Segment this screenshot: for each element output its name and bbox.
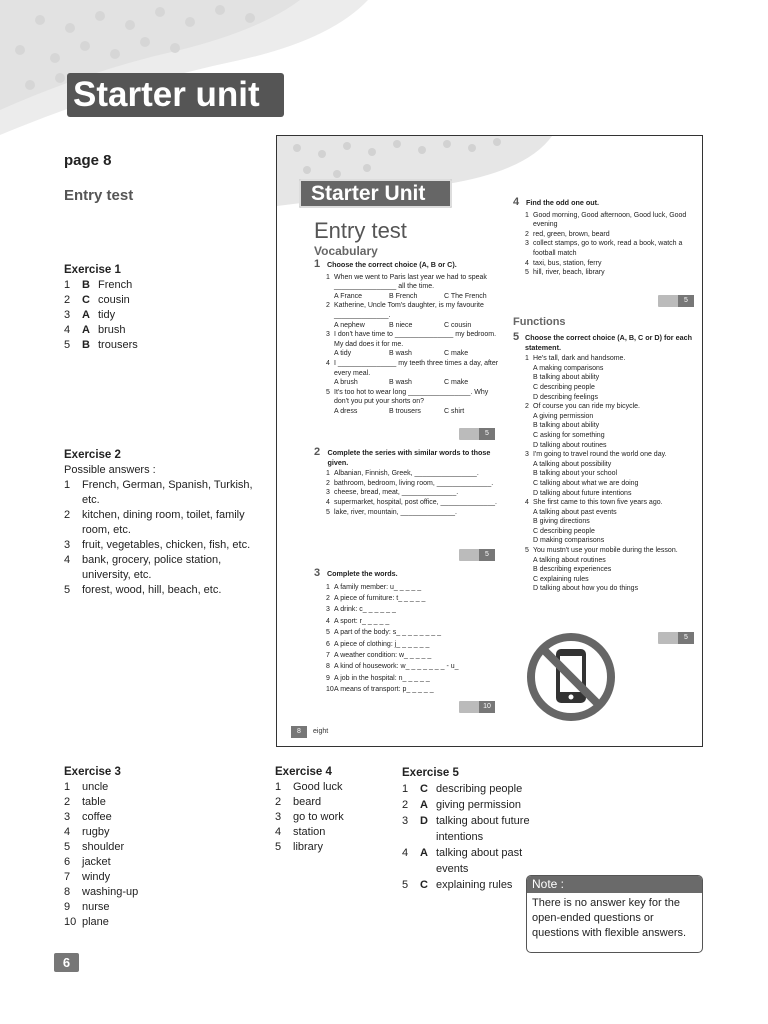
question-item-text: Katherine, Uncle Tom's daughter, is my favourite ______________. <box>334 302 484 319</box>
question-item-number: 2 <box>326 595 330 602</box>
question-item <box>314 582 504 593</box>
exercise-3-title: Exercise 3 <box>64 766 121 778</box>
answer-number: 4 <box>275 826 282 838</box>
answer-text: fruit, vegetables, chicken, fish, etc. <box>82 539 251 551</box>
answer-text: describing people <box>436 783 523 795</box>
answer-text: rugby <box>82 826 110 838</box>
question-item-number: 3 <box>525 451 529 459</box>
question-option: B wash <box>389 379 412 387</box>
question-option: C explaining rules <box>533 575 589 583</box>
answer-text: forest, wood, hill, beach, etc. <box>82 584 222 596</box>
question-option: D talking about future intentions <box>533 489 632 497</box>
exercise-2 <box>64 448 260 598</box>
question-1-score-value: 5 <box>479 428 495 440</box>
question-4-score-value: 5 <box>678 295 694 307</box>
answer-number: 3 <box>402 815 409 827</box>
question-option: D making comparisons <box>533 537 605 545</box>
question-item <box>513 239 693 258</box>
question-options <box>314 407 504 417</box>
question-2-number: 2 <box>314 446 321 458</box>
answer-number: 9 <box>64 901 71 913</box>
question-item-text: Good morning, Good afternoon, Good luck, Good evening <box>533 211 687 229</box>
question-item-number: 5 <box>525 269 529 277</box>
worksheet-unit-tab: Starter Unit <box>299 179 452 208</box>
answer-text: beard <box>293 796 322 808</box>
question-item <box>513 230 693 240</box>
answer-text: nurse <box>82 901 110 913</box>
answer-row <box>64 840 214 855</box>
question-1-prompt: Choose the correct choice (A, B or C). <box>326 260 457 269</box>
answer-text: cousin <box>98 294 130 306</box>
question-item <box>314 388 504 407</box>
question-item-text: A weather condition: w_ _ _ _ _ <box>334 652 432 660</box>
question-option: B talking about ability <box>533 374 600 382</box>
question-option: C make <box>444 350 469 358</box>
question-item-text: A kind of housework: w_ _ _ _ _ _ _ - u_ <box>334 663 459 671</box>
answer-row <box>64 538 260 553</box>
question-item-text: A drink: c_ _ _ _ _ _ <box>334 606 396 614</box>
answer-number: 4 <box>402 847 409 859</box>
question-option: C asking for something <box>533 431 605 439</box>
question-item-number: 4 <box>326 617 330 625</box>
question-3-number: 3 <box>314 567 321 579</box>
question-item-number: 4 <box>326 359 330 367</box>
exercise-3 <box>64 765 214 930</box>
answer-row <box>64 870 214 885</box>
answer-text: explaining rules <box>436 879 513 891</box>
answer-letter: A <box>82 324 90 336</box>
question-item-text: Albanian, Finnish, Greek, ________________. <box>334 470 479 478</box>
question-option: B French <box>389 292 418 300</box>
answer-row <box>64 308 264 323</box>
question-2 <box>314 448 504 517</box>
question-option: A talking about routines <box>533 556 606 564</box>
answer-row <box>64 795 214 810</box>
question-item-text: I don't have time to _______________ my bedroom. My dad does it for me. <box>334 331 497 348</box>
answer-number: 3 <box>64 539 71 551</box>
answer-text: table <box>82 796 106 808</box>
question-item-number: 10 <box>326 686 334 694</box>
page-number: 6 <box>54 953 79 972</box>
question-1-score <box>459 428 495 440</box>
worksheet-page-word: eight <box>313 728 329 735</box>
question-options <box>513 412 693 450</box>
question-item-text: He's tall, dark and handsome. <box>533 355 626 363</box>
answer-row <box>64 825 214 840</box>
answer-text: brush <box>98 324 126 336</box>
question-option: B talking about ability <box>533 422 600 430</box>
answer-number: 5 <box>402 879 409 891</box>
answer-row <box>402 797 547 813</box>
answer-row <box>64 338 264 353</box>
question-item-text: supermarket, hospital, post office, ______________. <box>334 498 497 506</box>
answer-number: 4 <box>64 554 71 566</box>
answer-number: 2 <box>275 796 282 808</box>
question-option: D describing feelings <box>533 393 598 401</box>
question-5-score-value: 5 <box>678 632 694 644</box>
answer-number: 1 <box>64 781 71 793</box>
question-item-text: She first came to this town five years ago. <box>533 499 663 507</box>
question-option: B trousers <box>389 407 421 415</box>
question-item <box>513 268 693 278</box>
question-item-number: 4 <box>525 499 529 507</box>
exercise-4-title: Exercise 4 <box>275 766 332 778</box>
question-item-number: 2 <box>525 230 529 238</box>
answer-text: French, German, Spanish, Turkish, etc. <box>82 479 253 506</box>
answer-row <box>402 813 547 845</box>
question-options <box>314 378 504 388</box>
question-option: A dress <box>334 407 358 415</box>
question-item-text: taxi, bus, station, ferry <box>533 259 602 267</box>
worksheet-vocabulary-heading: Vocabulary <box>314 244 378 258</box>
answer-row <box>64 323 264 338</box>
no-mobile-phone-icon <box>525 631 617 723</box>
question-option: A talking about possibility <box>533 460 612 468</box>
question-option: A France <box>334 292 363 300</box>
question-item-text: collect stamps, go to work, read a book, watch a football match <box>533 240 683 257</box>
exercise-5-title: Exercise 5 <box>402 767 459 779</box>
question-5-score <box>658 632 694 644</box>
question-1 <box>314 260 504 417</box>
question-options <box>513 508 693 546</box>
worksheet-title: Entry test <box>314 218 407 243</box>
question-1-number: 1 <box>314 258 321 270</box>
question-item <box>314 661 504 672</box>
question-option: A brush <box>334 379 358 387</box>
question-option: C talking about what we are doing <box>533 479 639 487</box>
answer-number: 4 <box>64 826 71 838</box>
note-label: Note : <box>527 876 702 893</box>
question-item-text: A piece of furniture: t_ _ _ _ _ <box>334 595 426 602</box>
question-3-score <box>459 701 495 713</box>
answer-text: talking about future intentions <box>436 815 530 843</box>
answer-row <box>64 583 260 598</box>
answer-text: French <box>98 279 133 291</box>
answer-letter: A <box>420 799 428 811</box>
question-3-prompt: Complete the words. <box>326 569 398 578</box>
question-4-number: 4 <box>513 196 520 208</box>
question-item <box>314 650 504 661</box>
answer-text: coffee <box>82 811 112 823</box>
exercise-1 <box>64 263 264 353</box>
answer-row <box>64 855 214 870</box>
answer-number: 7 <box>64 871 71 883</box>
question-item <box>513 498 693 508</box>
question-item-number: 2 <box>326 479 330 487</box>
question-item-number: 1 <box>525 355 529 363</box>
question-option: A giving permission <box>533 412 594 420</box>
question-item-text: A sport: r_ _ _ _ _ <box>334 617 390 625</box>
question-option: B giving directions <box>533 518 590 526</box>
question-item-number: 4 <box>525 259 529 267</box>
answer-number: 8 <box>64 886 71 898</box>
question-4 <box>513 198 693 278</box>
answer-text: bank, grocery, police station, university, etc. <box>82 554 222 581</box>
answer-number: 5 <box>64 339 71 351</box>
question-option: C make <box>444 379 469 387</box>
question-item-number: 1 <box>326 273 330 281</box>
answer-text: plane <box>82 916 109 928</box>
question-option: A talking about past events <box>533 508 617 516</box>
answer-number: 2 <box>64 796 71 808</box>
answer-letter: D <box>420 815 428 827</box>
answer-row <box>402 845 547 877</box>
worksheet-functions-heading: Functions <box>513 316 566 328</box>
question-item <box>513 211 693 230</box>
header-decoration <box>0 0 768 140</box>
question-item-number: 3 <box>326 331 330 339</box>
question-item <box>314 488 504 498</box>
answer-text: tidy <box>98 309 116 321</box>
question-item-number: 3 <box>525 240 529 248</box>
question-option: C The French <box>444 292 487 300</box>
question-item <box>513 450 693 460</box>
question-item <box>314 359 504 378</box>
question-item-number: 7 <box>326 652 330 660</box>
question-5 <box>513 333 693 594</box>
question-2-score <box>459 549 495 561</box>
question-item <box>314 479 504 489</box>
answer-row <box>64 278 264 293</box>
question-5-number: 5 <box>513 331 520 343</box>
answer-text: giving permission <box>436 799 521 811</box>
answer-number: 1 <box>64 279 71 291</box>
question-item-text: red, green, brown, beard <box>533 230 610 238</box>
answer-row <box>64 780 214 795</box>
question-item-text: I _______________ my teeth three times a day, after every meal. <box>334 359 499 377</box>
answer-row <box>64 915 214 930</box>
question-2-prompt: Complete the series with similar words to those given. <box>327 448 491 467</box>
answer-number: 5 <box>275 841 282 853</box>
question-item-number: 4 <box>326 498 330 506</box>
answer-letter: C <box>420 879 428 891</box>
answer-number: 3 <box>64 309 71 321</box>
question-option: C shirt <box>444 407 465 415</box>
answer-row <box>64 553 260 583</box>
answer-text: uncle <box>82 781 109 793</box>
answer-text: washing-up <box>82 886 139 898</box>
answer-text: jacket <box>82 856 111 868</box>
question-item-number: 2 <box>326 302 330 310</box>
question-item-number: 3 <box>326 489 330 497</box>
question-item <box>314 593 504 604</box>
question-item <box>314 508 504 518</box>
exercise-1-title: Exercise 1 <box>64 264 121 276</box>
exercise-4 <box>275 765 395 855</box>
answer-number: 1 <box>402 783 409 795</box>
page-reference: page 8 <box>64 152 112 169</box>
answer-text: go to work <box>293 811 344 823</box>
answer-number: 2 <box>402 799 409 811</box>
question-item-number: 6 <box>326 640 330 648</box>
question-options <box>513 460 693 498</box>
answer-text: kitchen, dining room, toilet, family room, etc. <box>82 509 245 536</box>
answer-number: 5 <box>64 841 71 853</box>
answer-row <box>275 810 395 825</box>
question-item-number: 8 <box>326 663 330 671</box>
answer-number: 5 <box>64 584 71 596</box>
question-item-text: A part of the body: s_ _ _ _ _ _ _ _ <box>334 629 442 637</box>
question-5-prompt: Choose the correct choice (A, B, C or D) for each statement. <box>525 333 692 352</box>
question-item-number: 5 <box>525 547 529 555</box>
exercise-2-subtitle: Possible answers : <box>64 464 156 476</box>
question-item-number: 5 <box>326 629 330 637</box>
question-item-number: 2 <box>525 403 529 411</box>
answer-number: 3 <box>64 811 71 823</box>
worksheet-preview <box>276 135 703 747</box>
answer-row <box>64 900 214 915</box>
answer-text: station <box>293 826 326 838</box>
answer-number: 1 <box>275 781 282 793</box>
question-option: B niece <box>389 321 413 329</box>
answer-letter: A <box>420 847 428 859</box>
question-option: B describing experiences <box>533 566 612 574</box>
question-options <box>314 349 504 359</box>
question-item-number: 1 <box>525 211 529 219</box>
question-item <box>513 402 693 412</box>
answer-number: 6 <box>64 856 71 868</box>
answer-row <box>275 780 395 795</box>
question-options <box>314 292 504 302</box>
answer-text: talking about past events <box>436 847 523 875</box>
question-option: B talking about your school <box>533 470 618 478</box>
question-options <box>314 321 504 331</box>
question-item-text: When we went to Paris last year we had to speak ________________ all the time. <box>334 273 487 291</box>
answer-row <box>402 781 547 797</box>
answer-row <box>64 810 214 825</box>
question-item-text: lake, river, mountain, ______________. <box>334 508 457 516</box>
question-options <box>513 556 693 594</box>
question-item-text: You mustn't use your mobile during the lesson. <box>533 547 678 555</box>
question-item-text: A family member: u_ _ _ _ _ <box>334 583 422 591</box>
answer-text: library <box>293 841 323 853</box>
answer-letter: C <box>420 783 428 795</box>
section-heading: Entry test <box>64 187 134 204</box>
question-item-text: A piece of clothing: j_ _ _ _ _ _ <box>334 640 430 648</box>
question-4-prompt: Find the odd one out. <box>525 198 600 207</box>
answer-letter: C <box>82 294 90 306</box>
answer-number: 1 <box>64 479 71 491</box>
answer-number: 2 <box>64 294 71 306</box>
question-option: C describing people <box>533 527 595 535</box>
exercise-5 <box>402 765 547 893</box>
answer-text: trousers <box>98 339 138 351</box>
note-box <box>526 875 703 953</box>
answer-letter: A <box>82 309 90 321</box>
question-item <box>314 684 504 695</box>
question-item-number: 9 <box>326 674 330 682</box>
answer-number: 2 <box>64 509 71 521</box>
question-item-number: 3 <box>326 606 330 614</box>
question-item-number: 1 <box>326 583 330 591</box>
answer-letter: B <box>82 279 90 291</box>
question-item <box>314 330 504 349</box>
question-option: A tidy <box>334 350 352 358</box>
worksheet-page-badge: 8 <box>291 726 307 738</box>
question-4-score <box>658 295 694 307</box>
question-item-text: bathroom, bedroom, living room, ______________. <box>334 479 494 487</box>
question-item-number: 5 <box>326 388 330 396</box>
question-item <box>314 627 504 638</box>
answer-row <box>275 795 395 810</box>
answer-row <box>64 293 264 308</box>
question-options <box>513 364 693 402</box>
question-item <box>314 301 504 320</box>
question-item-text: It's too hot to wear long ________________. Why don't you put your shorts on? <box>334 388 489 406</box>
question-item <box>314 639 504 650</box>
question-item <box>314 616 504 627</box>
question-2-score-value: 5 <box>479 549 495 561</box>
question-3 <box>314 569 504 696</box>
question-item <box>314 604 504 615</box>
question-option: C cousin <box>444 321 472 329</box>
question-item <box>314 498 504 508</box>
question-option: D talking about how you do things <box>533 585 639 593</box>
answer-text: shoulder <box>82 841 125 853</box>
question-item-number: 1 <box>326 470 330 478</box>
answer-row <box>275 825 395 840</box>
unit-title: Starter unit <box>67 73 284 117</box>
question-option: B wash <box>389 350 412 358</box>
question-3-score-value: 10 <box>479 701 495 713</box>
question-option: A nephew <box>334 321 365 329</box>
answer-row <box>64 478 260 508</box>
question-option: C describing people <box>533 383 595 391</box>
question-item-text: Of course you can ride my bicycle. <box>533 403 640 411</box>
question-item-text: cheese, bread, meat, ______________. <box>334 489 459 497</box>
question-item <box>513 546 693 556</box>
answer-number: 3 <box>275 811 282 823</box>
question-item-text: A means of transport: p_ _ _ _ _ <box>334 686 434 694</box>
answer-row <box>64 885 214 900</box>
answer-letter: B <box>82 339 90 351</box>
answer-number: 4 <box>64 324 71 336</box>
question-item-number: 5 <box>326 508 330 516</box>
question-item-text: I'm going to travel round the world one day. <box>533 451 667 459</box>
question-item <box>513 354 693 364</box>
question-option: D talking about routines <box>533 441 607 449</box>
note-text: There is no answer key for the open-ended questions or questions with flexible answers. <box>532 897 687 939</box>
answer-number: 10 <box>64 916 77 928</box>
question-item <box>314 469 504 479</box>
answer-text: windy <box>82 871 111 883</box>
answer-row <box>64 508 260 538</box>
answer-text: Good luck <box>293 781 343 793</box>
question-option: A making comparisons <box>533 364 604 372</box>
question-item-text: A job in the hospital: n_ _ _ _ _ <box>334 674 430 682</box>
question-item <box>314 673 504 684</box>
question-item <box>314 273 504 292</box>
question-item-text: hill, river, beach, library <box>533 269 605 277</box>
question-item <box>513 259 693 269</box>
answer-row <box>275 840 395 855</box>
exercise-2-title: Exercise 2 <box>64 449 121 461</box>
